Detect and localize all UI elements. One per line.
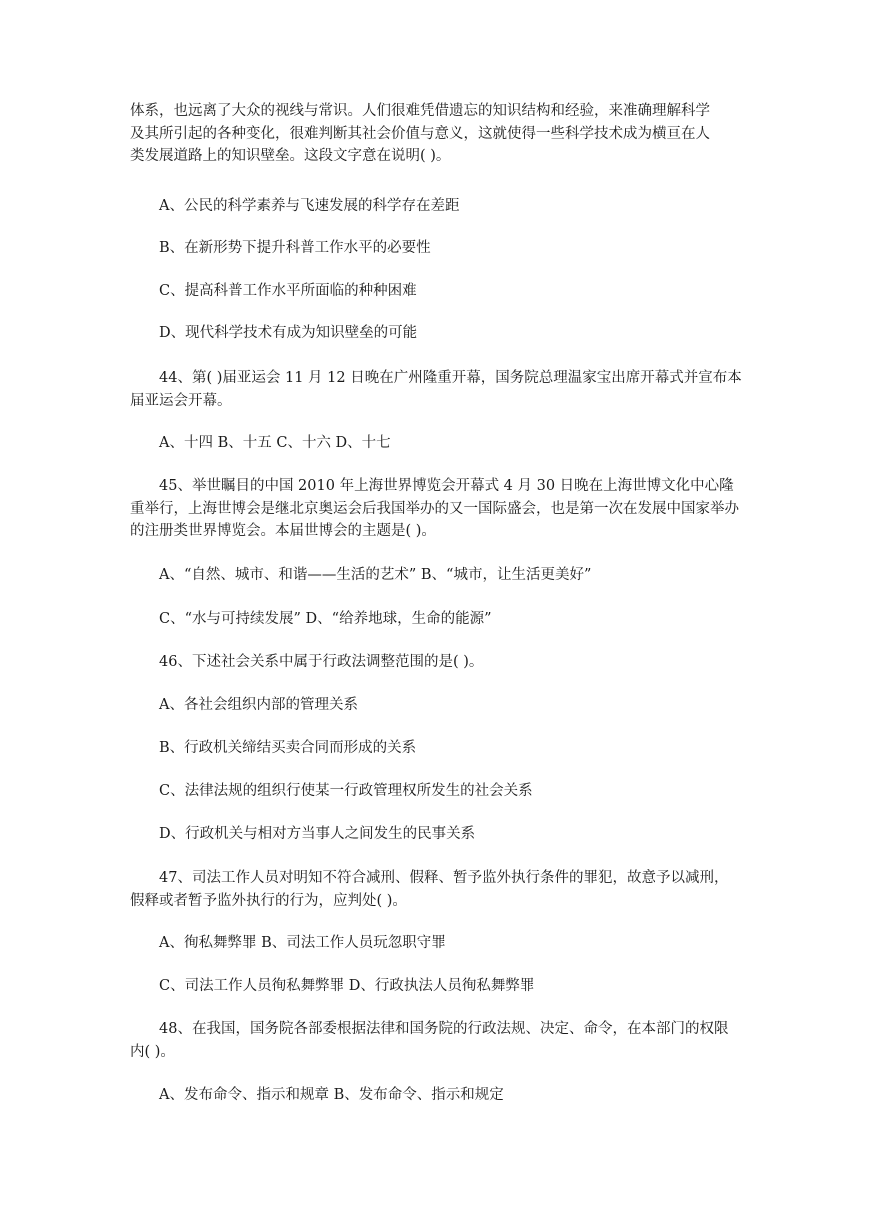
q44-options: A、十四 B、十五 C、十六 D、十七 (159, 435, 391, 451)
q43-option-c: C、提高科普工作水平所面临的种种困难 (159, 283, 417, 299)
q44-stem: 44、第( )届亚运会 11 月 12 日晚在广州隆重开幕，国务院总理温家宝出席开幕式并宣布本届亚运会开幕。 (130, 370, 742, 409)
q45-stem: 45、举世瞩目的中国 2010 年上海世界博览会开幕式 4 月 30 日晚在上海世博文化中心隆重举行，上海世博会是继北京奥运会后我国举办的又一国际盛会，也是第一次在发展中国家举办的注册类世界博览会。本届世博会的主题是( )。 (130, 478, 739, 539)
q45-options-cd: C、“水与可持续发展” D、“给养地球，生命的能源” (159, 611, 492, 627)
q47-options-cd: C、司法工作人员徇私舞弊罪 D、行政执法人员徇私舞弊罪 (159, 978, 535, 994)
q43-option-a: A、公民的科学素养与飞速发展的科学存在差距 (159, 198, 460, 214)
q43-option-d: D、现代科学技术有成为知识壁垒的可能 (159, 325, 418, 341)
intro-line-1: 体系，也远离了大众的视线与常识。人们很难凭借遗忘的知识结构和经验，来准确理解科学 (130, 103, 710, 119)
q48-options-ab: A、发布命令、指示和规章 B、发布命令、指示和规定 (159, 1087, 504, 1103)
intro-line-3: 类发展道路上的知识壁垒。这段文字意在说明( )。 (130, 148, 451, 164)
q46-option-a: A、各社会组织内部的管理关系 (159, 697, 358, 713)
q43-option-b: B、在新形势下提升科普工作水平的必要性 (159, 240, 431, 256)
intro-line-2: 及其所引起的各种变化，很难判断其社会价值与意义，这就使得一些科学技术成为横亘在人 (130, 125, 710, 142)
q46-option-d: D、行政机关与相对方当事人之间发生的民事关系 (159, 826, 476, 842)
q47-stem: 47、司法工作人员对明知不符合减刑、假释、暂予监外执行条件的罪犯，故意予以减刑，假释或者暂予监外执行的行为，应判处( )。 (130, 870, 729, 909)
q47-options-ab: A、徇私舞弊罪 B、司法工作人员玩忽职守罪 (159, 935, 446, 951)
q46-stem: 46、下述社会关系中属于行政法调整范围的是( )。 (159, 654, 484, 670)
q48-stem: 48、在我国，国务院各部委根据法律和国务院的行政法规、决定、命令，在本部门的权限内( )。 (130, 1021, 729, 1060)
question-43-stem (130, 100, 742, 168)
q46-option-b: B、行政机关缔结买卖合同而形成的关系 (159, 740, 417, 756)
q45-options-ab: A、“自然、城市、和谐——生活的艺术” B、“城市，让生活更美好” (159, 567, 592, 583)
q46-option-c: C、法律法规的组织行使某一行政管理权所发生的社会关系 (159, 783, 533, 799)
